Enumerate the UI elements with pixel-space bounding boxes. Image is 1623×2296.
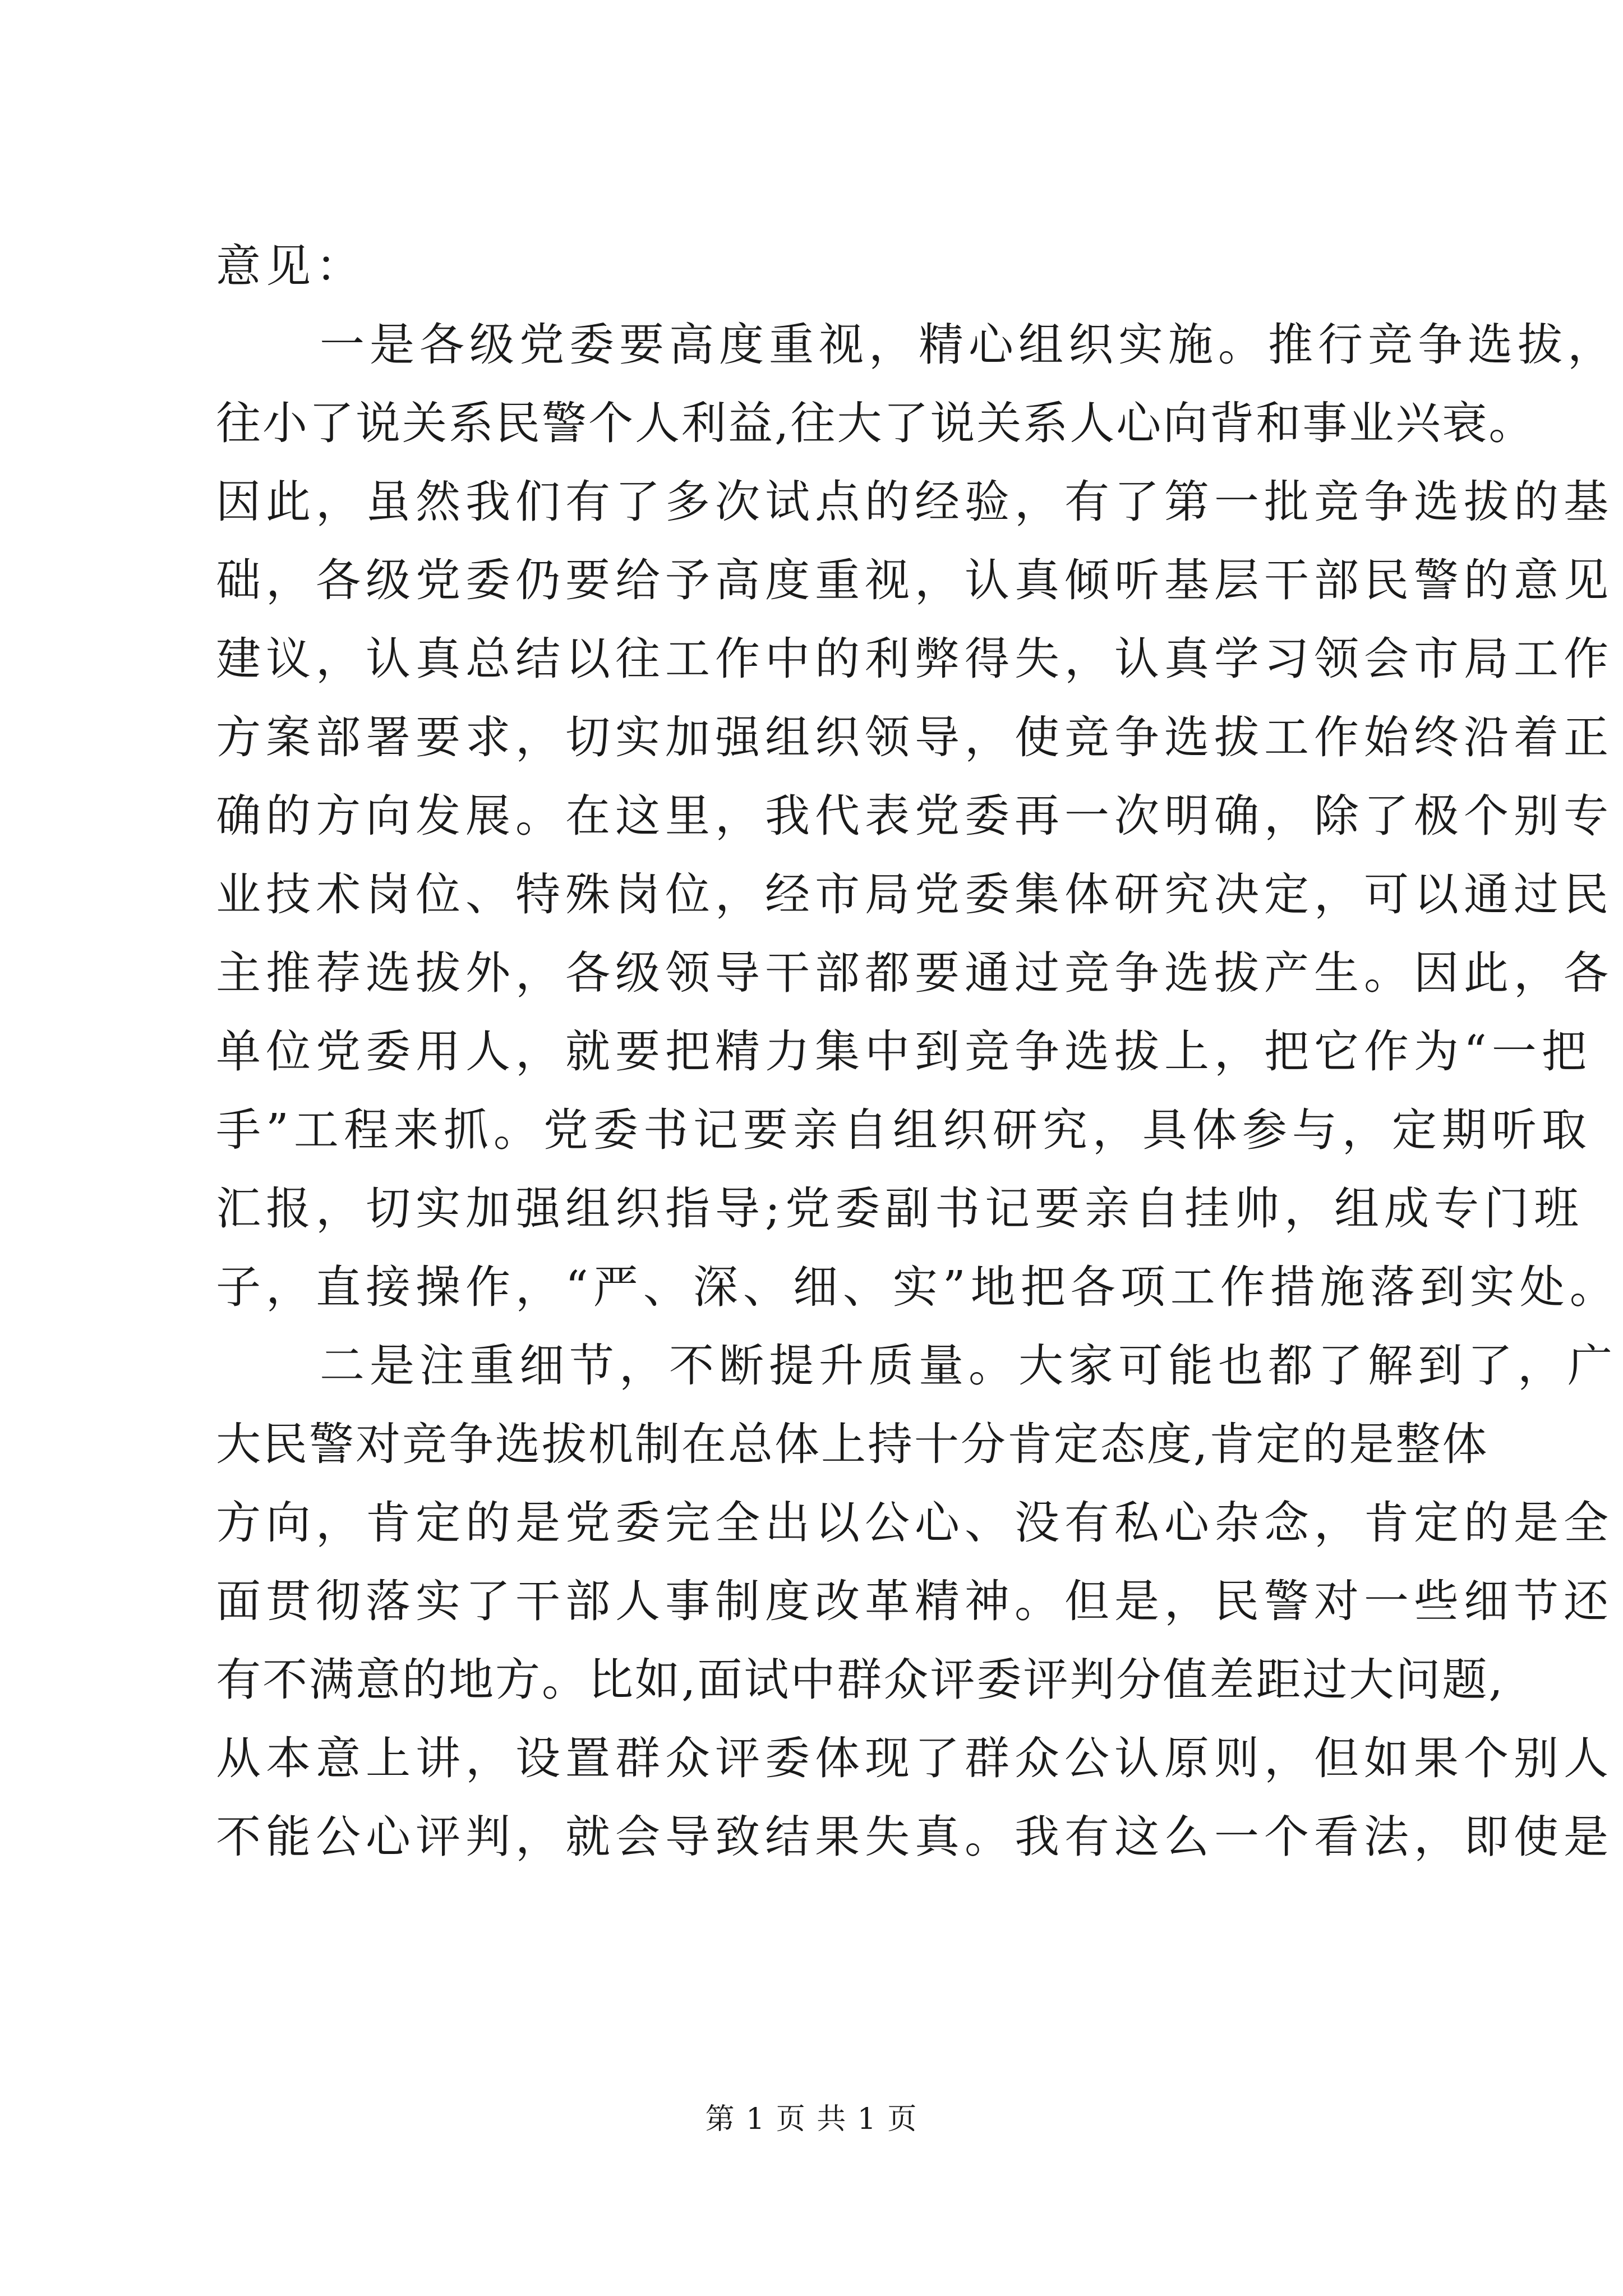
text-line: 大民警对竞争选拔机制在总体上持十分肯定态度,肯定的是整体 [216,1418,1489,1470]
document-body [216,227,1620,1876]
text-line: 意见： [216,240,366,292]
text-line: 单位党委用人，就要把精力集中到竞争选拔上，把它作为“一把 [216,1025,1592,1078]
paragraph-first-line: 一是各级党委要高度重视，精心组织实施。推行竞争选拔， [320,319,1617,371]
text-line: 往小了说关系民警个人利益,往大了说关系人心向背和事业兴衰。 [216,397,1536,449]
text-line: 从本意上讲，设置群众评委体现了群众公认原则，但如果个别人 [216,1732,1613,1784]
text-line: 方向，肯定的是党委完全出以公心、没有私心杂念，肯定的是全 [216,1497,1613,1549]
text-line: 业技术岗位、特殊岗位，经市局党委集体研究决定，可以通过民 [216,868,1613,921]
text-line: 不能公心评判，就会导致结果失真。我有这么一个看法，即使是 [216,1811,1613,1863]
text-line: 主推荐选拔外，各级领导干部都要通过竞争选拔产生。因此，各 [216,947,1613,999]
text-line: 面贯彻落实了干部人事制度改革精神。但是，民警对一些细节还 [216,1575,1613,1627]
text-line: 方案部署要求，切实加强组织领导，使竞争选拔工作始终沿着正 [216,711,1613,763]
text-line: 建议，认真总结以往工作中的利弊得失，认真学习领会市局工作 [216,633,1613,685]
text-line: 确的方向发展。在这里，我代表党委再一次明确，除了极个别专 [216,790,1613,842]
page-number-footer: 第 1 页 共 1 页 [705,2102,918,2136]
text-line: 因此，虽然我们有了多次试点的经验，有了第一批竞争选拔的基 [216,476,1613,528]
paragraph-first-line: 二是注重细节，不断提升质量。大家可能也都了解到了，广 [320,1340,1617,1392]
text-line: 础，各级党委仍要给予高度重视，认真倾听基层干部民警的意见 [216,554,1613,606]
text-line: 有不满意的地方。比如,面试中群众评委评判分值差距过大问题, [216,1654,1505,1706]
text-line: 子，直接操作，“严、深、细、实”地把各项工作措施落到实处。 [216,1261,1620,1313]
text-line: 手”工程来抓。党委书记要亲自组织研究，具体参与，定期听取 [216,1104,1592,1156]
text-line: 汇报，切实加强组织指导;党委副书记要亲自挂帅，组成专门班 [216,1182,1584,1235]
